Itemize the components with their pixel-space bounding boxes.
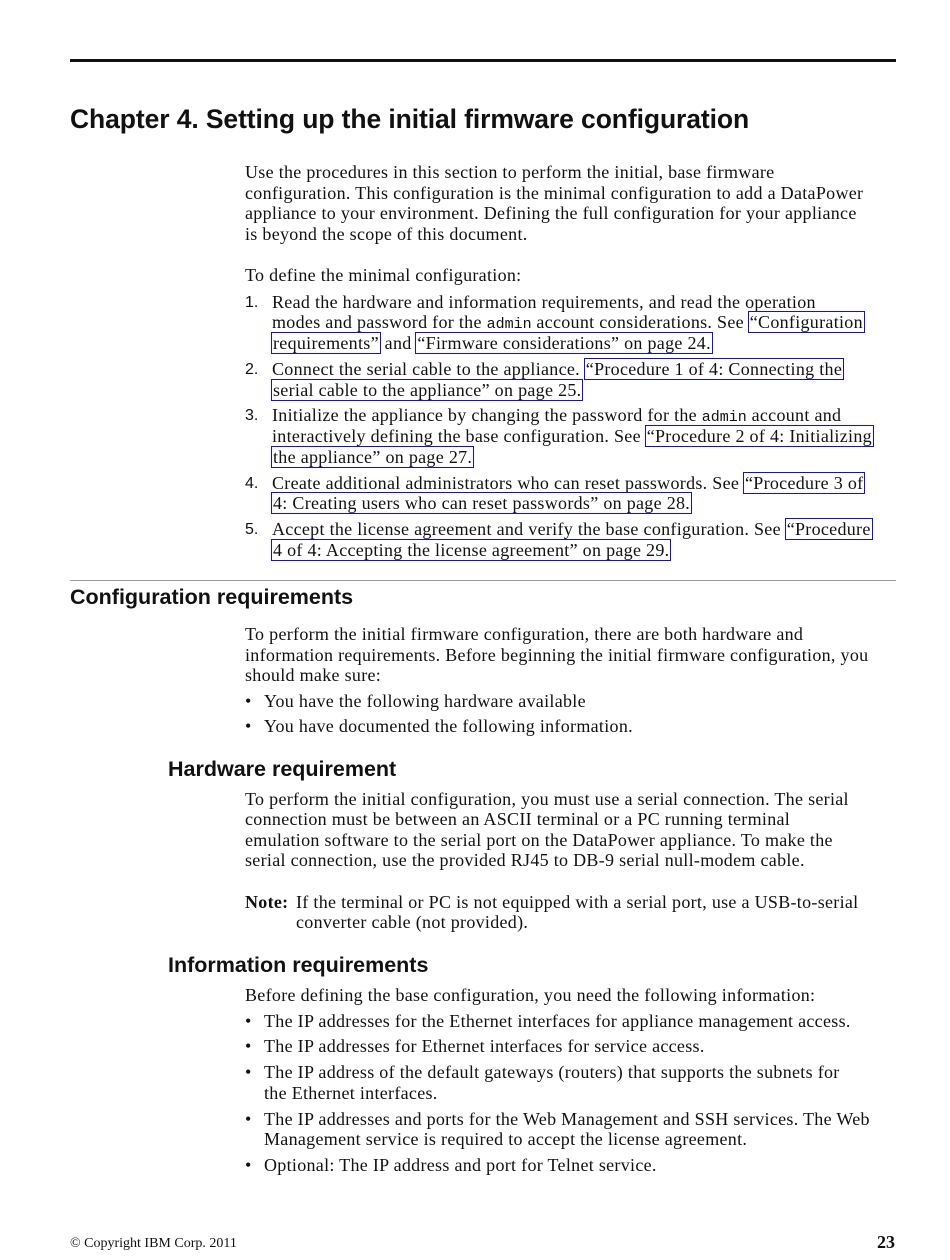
step-text bbox=[272, 540, 670, 561]
subsection-heading-hardware: Hardware requirement bbox=[168, 757, 397, 781]
bullet-icon: • bbox=[245, 1155, 252, 1175]
step-text bbox=[272, 473, 864, 494]
bullet-text: The IP addresses for Ethernet interfaces for service access. bbox=[264, 1036, 705, 1056]
text: account considerations. See bbox=[531, 312, 749, 332]
bullet-icon: • bbox=[245, 716, 252, 736]
bullet-text: The IP addresses for the Ethernet interfaces for appliance management access. bbox=[264, 1011, 851, 1031]
note-text: converter cable (not provided). bbox=[296, 912, 529, 932]
subsection-heading-information: Information requirements bbox=[168, 953, 429, 977]
intro-line: is beyond the scope of this document. bbox=[245, 224, 528, 244]
link-procedure-3[interactable]: “Procedure 3 of bbox=[744, 473, 864, 493]
para-line: Before defining the base configuration, you need the following information: bbox=[245, 985, 816, 1005]
link-procedure-4[interactable]: 4 of 4: Accepting the license agreement” on page 29. bbox=[273, 540, 670, 560]
bullet-text: You have documented the following information. bbox=[264, 716, 633, 736]
link-firmware-considerations[interactable]: “Firmware considerations” on page 24. bbox=[417, 333, 711, 353]
bullet-icon: • bbox=[245, 1109, 252, 1129]
text: Create additional administrators who can reset passwords. See bbox=[272, 473, 744, 493]
link-procedure-3[interactable]: 4: Creating users who can reset passwords” on page 28. bbox=[273, 493, 691, 513]
bullet-icon: • bbox=[245, 1011, 252, 1031]
bullet-text: The IP addresses and ports for the Web Management and SSH services. The Web bbox=[264, 1109, 870, 1129]
link-procedure-1[interactable]: “Procedure 1 of 4: Connecting the bbox=[585, 359, 843, 379]
para-line: To perform the initial firmware configuration, there are both hardware and bbox=[245, 624, 804, 644]
step-number: 1. bbox=[245, 294, 259, 311]
para-line: should make sure: bbox=[245, 665, 382, 685]
link-procedure-4[interactable]: “Procedure bbox=[786, 519, 871, 539]
intro-line: appliance to your environment. Defining the full configuration for your appliance bbox=[245, 203, 857, 223]
bullet-text: Optional: The IP address and port for Telnet service. bbox=[264, 1155, 657, 1175]
section-heading-configuration-requirements: Configuration requirements bbox=[70, 585, 354, 609]
intro-line: configuration. This configuration is the minimal configuration to add a DataPower bbox=[245, 183, 864, 203]
para-line: connection must be between an ASCII terminal or a PC running terminal bbox=[245, 809, 791, 829]
step-text: Read the hardware and information requirements, and read the operation bbox=[272, 292, 816, 312]
step-number: 5. bbox=[245, 521, 259, 538]
bullet-icon: • bbox=[245, 1036, 252, 1056]
link-procedure-2[interactable]: “Procedure 2 of 4: Initializing bbox=[646, 426, 872, 446]
bullet-icon: • bbox=[245, 1062, 252, 1082]
bullet-icon: • bbox=[245, 691, 252, 711]
code-admin: admin bbox=[701, 409, 747, 426]
define-label: To define the minimal configuration: bbox=[245, 265, 522, 285]
step-text bbox=[272, 426, 873, 447]
link-procedure-2[interactable]: the appliance” on page 27. bbox=[273, 447, 473, 467]
page-number: 23 bbox=[877, 1232, 895, 1252]
text: Accept the license agreement and verify the base configuration. See bbox=[272, 519, 786, 539]
bullet-text: You have the following hardware available bbox=[264, 691, 586, 711]
text: Connect the serial cable to the appliance. bbox=[272, 359, 585, 379]
link-configuration-requirements[interactable]: “Configuration bbox=[749, 312, 863, 332]
step-text bbox=[272, 447, 473, 468]
bullet-text: Management service is required to accept the license agreement. bbox=[264, 1129, 748, 1149]
para-line: serial connection, use the provided RJ45 to DB-9 serial null-modem cable. bbox=[245, 850, 805, 870]
chapter-title: Chapter 4. Setting up the initial firmware configuration bbox=[70, 104, 750, 134]
text: and bbox=[379, 333, 417, 353]
step-text bbox=[272, 380, 582, 401]
step-number: 4. bbox=[245, 475, 259, 492]
para-line: information requirements. Before beginning the initial firmware configuration, you bbox=[245, 645, 869, 665]
step-number: 3. bbox=[245, 407, 259, 424]
bullet-text: The IP address of the default gateways (routers) that supports the subnets for bbox=[264, 1062, 840, 1082]
bullet-text: the Ethernet interfaces. bbox=[264, 1083, 438, 1103]
section-divider bbox=[70, 580, 896, 581]
code-admin: admin bbox=[486, 316, 532, 333]
copyright: © Copyright IBM Corp. 2011 bbox=[70, 1236, 237, 1251]
step-text bbox=[272, 493, 691, 514]
step-text bbox=[272, 359, 843, 380]
link-procedure-1[interactable]: serial cable to the appliance” on page 25. bbox=[273, 380, 582, 400]
step-text bbox=[272, 333, 712, 354]
top-rule bbox=[70, 59, 896, 62]
text: Initialize the appliance by changing the password for the bbox=[272, 405, 702, 425]
note-label: Note: bbox=[245, 892, 289, 912]
step-text bbox=[272, 519, 872, 540]
intro-line: Use the procedures in this section to perform the initial, base firmware bbox=[245, 162, 775, 182]
text: account and bbox=[746, 405, 842, 425]
para-line: emulation software to the serial port on the DataPower appliance. To make the bbox=[245, 830, 833, 850]
para-line: To perform the initial configuration, you must use a serial connection. The serial bbox=[245, 789, 849, 809]
note-text: If the terminal or PC is not equipped with a serial port, use a USB-to-serial bbox=[296, 892, 859, 912]
text: interactively defining the base configuration. See bbox=[272, 426, 646, 446]
link-configuration-requirements[interactable]: requirements” bbox=[273, 333, 379, 353]
text: modes and password for the bbox=[272, 312, 487, 332]
step-number: 2. bbox=[245, 361, 259, 378]
